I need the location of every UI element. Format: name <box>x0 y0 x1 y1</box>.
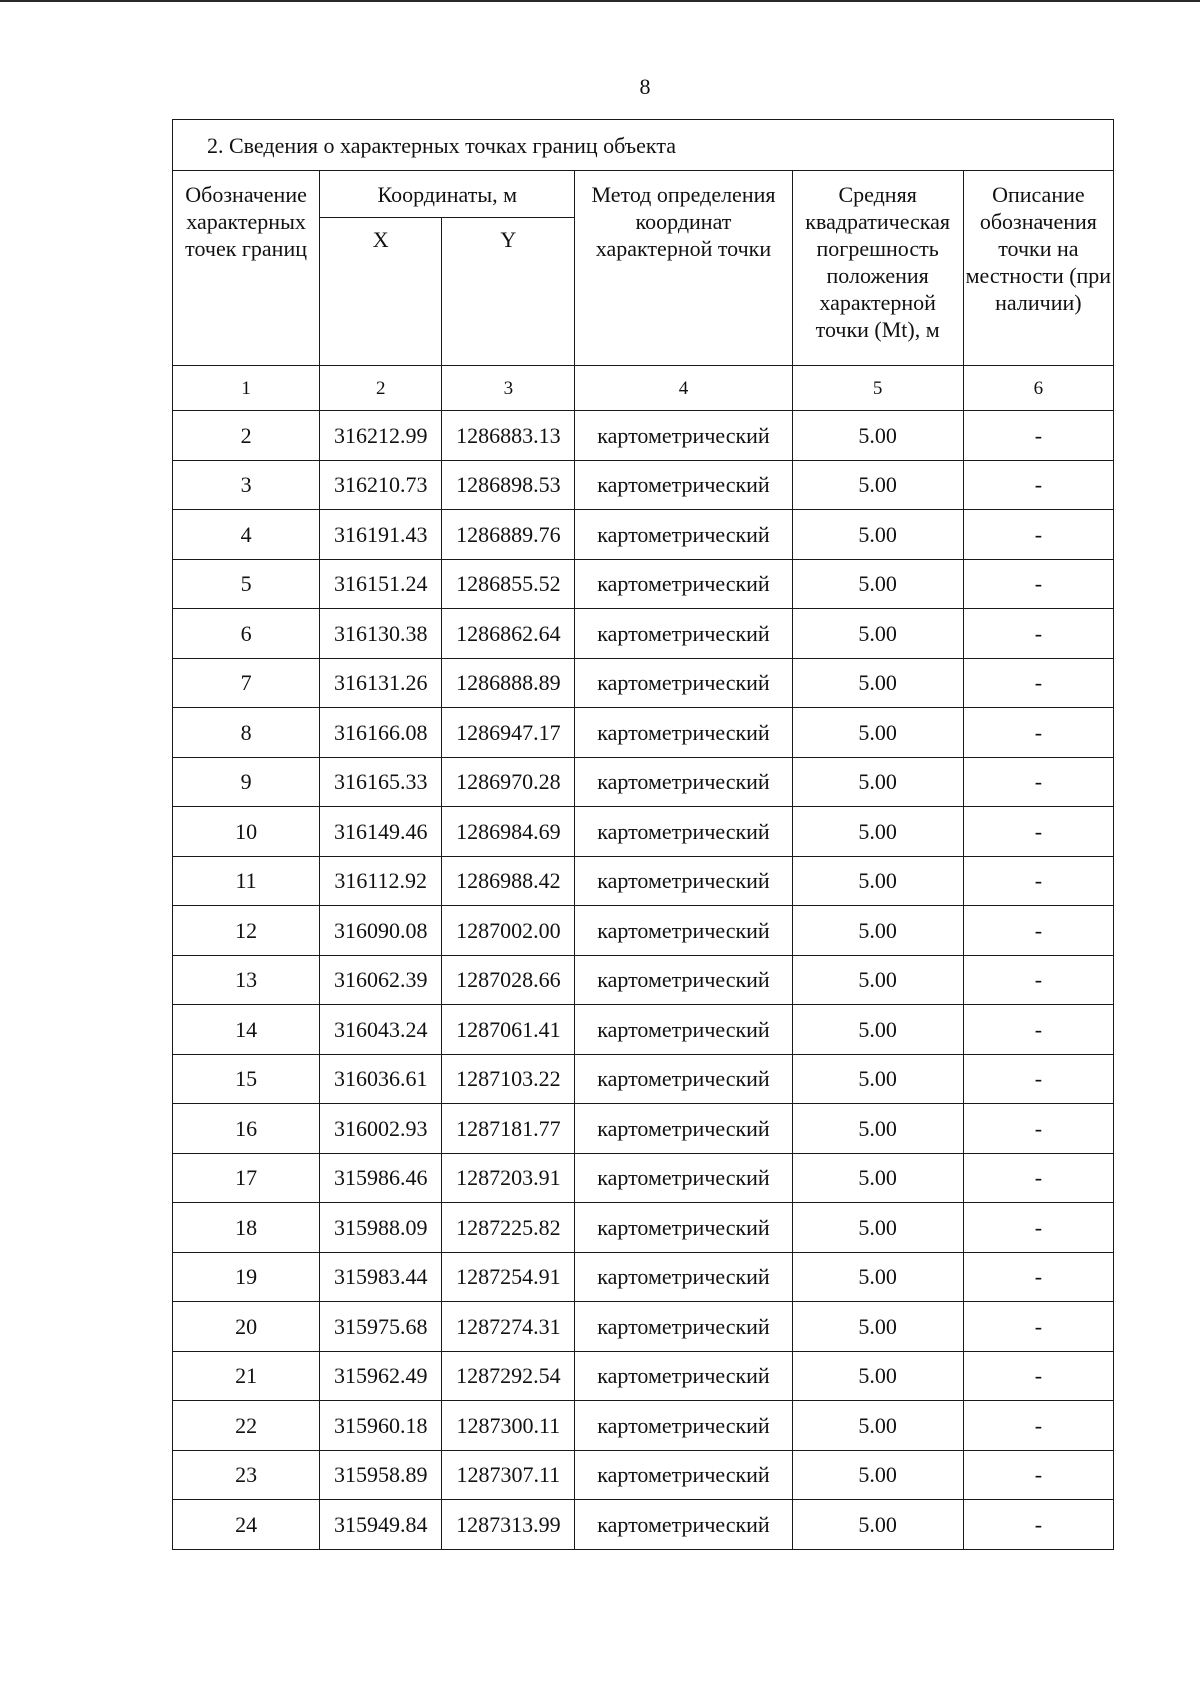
x-coordinate-cell: 315949.84 <box>320 1500 442 1550</box>
method-cell: картометрический <box>575 460 792 510</box>
y-coordinate-cell: 1287274.31 <box>442 1302 575 1352</box>
x-coordinate-cell: 316130.38 <box>320 609 442 659</box>
description-cell: - <box>963 1252 1113 1302</box>
x-coordinate-cell: 316090.08 <box>320 906 442 956</box>
table-row <box>173 757 1114 807</box>
y-coordinate-cell: 1287203.91 <box>442 1153 575 1203</box>
method-cell: картометрический <box>575 411 792 461</box>
header-designation: Обозначение характерных точек границ <box>173 171 320 366</box>
y-coordinate-cell: 1287061.41 <box>442 1005 575 1055</box>
page-number: 8 <box>639 74 651 99</box>
method-cell: картометрический <box>575 510 792 560</box>
method-cell: картометрический <box>575 906 792 956</box>
x-coordinate-cell: 315983.44 <box>320 1252 442 1302</box>
error-cell: 5.00 <box>792 757 963 807</box>
header-x: X <box>320 218 442 366</box>
x-coordinate-cell: 315988.09 <box>320 1203 442 1253</box>
error-cell: 5.00 <box>792 1153 963 1203</box>
error-cell: 5.00 <box>792 1252 963 1302</box>
error-cell: 5.00 <box>792 1005 963 1055</box>
column-number: 3 <box>442 366 575 411</box>
error-cell: 5.00 <box>792 1450 963 1500</box>
y-coordinate-cell: 1286970.28 <box>442 757 575 807</box>
column-number: 2 <box>320 366 442 411</box>
table-row <box>173 1401 1114 1451</box>
error-cell: 5.00 <box>792 856 963 906</box>
top-border-line <box>0 0 1200 2</box>
y-coordinate-cell: 1287254.91 <box>442 1252 575 1302</box>
error-cell: 5.00 <box>792 807 963 857</box>
y-coordinate-cell: 1286984.69 <box>442 807 575 857</box>
y-coordinate-cell: 1287181.77 <box>442 1104 575 1154</box>
method-cell: картометрический <box>575 955 792 1005</box>
table-row <box>173 955 1114 1005</box>
x-coordinate-cell: 316002.93 <box>320 1104 442 1154</box>
y-coordinate-cell: 1287292.54 <box>442 1351 575 1401</box>
method-cell: картометрический <box>575 757 792 807</box>
description-cell: - <box>963 1401 1113 1451</box>
y-coordinate-cell: 1287002.00 <box>442 906 575 956</box>
table-row <box>173 1252 1114 1302</box>
point-number-cell: 20 <box>173 1302 320 1352</box>
description-cell: - <box>963 609 1113 659</box>
header-error: Средняя квадратическая погрешность положения характерной точки (Mt), м <box>792 171 963 366</box>
header-row <box>173 171 1114 218</box>
table-row <box>173 1500 1114 1550</box>
method-cell: картометрический <box>575 807 792 857</box>
method-cell: картометрический <box>575 1302 792 1352</box>
y-coordinate-cell: 1287313.99 <box>442 1500 575 1550</box>
point-number-cell: 17 <box>173 1153 320 1203</box>
column-number: 1 <box>173 366 320 411</box>
table-title-row <box>173 120 1114 171</box>
table-title: 2. Сведения о характерных точках границ объекта <box>173 120 1114 171</box>
error-cell: 5.00 <box>792 609 963 659</box>
column-number: 4 <box>575 366 792 411</box>
x-coordinate-cell: 316062.39 <box>320 955 442 1005</box>
method-cell: картометрический <box>575 1450 792 1500</box>
x-coordinate-cell: 316112.92 <box>320 856 442 906</box>
method-cell: картометрический <box>575 559 792 609</box>
description-cell: - <box>963 1104 1113 1154</box>
y-coordinate-cell: 1286855.52 <box>442 559 575 609</box>
method-cell: картометрический <box>575 1054 792 1104</box>
error-cell: 5.00 <box>792 906 963 956</box>
boundary-points-table <box>172 119 1114 1550</box>
header-y: Y <box>442 218 575 366</box>
point-number-cell: 13 <box>173 955 320 1005</box>
error-cell: 5.00 <box>792 1401 963 1451</box>
method-cell: картометрический <box>575 708 792 758</box>
point-number-cell: 2 <box>173 411 320 461</box>
method-cell: картометрический <box>575 1351 792 1401</box>
error-cell: 5.00 <box>792 1054 963 1104</box>
error-cell: 5.00 <box>792 1500 963 1550</box>
error-cell: 5.00 <box>792 1351 963 1401</box>
description-cell: - <box>963 1302 1113 1352</box>
point-number-cell: 6 <box>173 609 320 659</box>
x-coordinate-cell: 316151.24 <box>320 559 442 609</box>
table-row <box>173 658 1114 708</box>
x-coordinate-cell: 315975.68 <box>320 1302 442 1352</box>
table-row <box>173 1153 1114 1203</box>
column-number-row <box>173 366 1114 411</box>
table-row <box>173 510 1114 560</box>
point-number-cell: 8 <box>173 708 320 758</box>
point-number-cell: 19 <box>173 1252 320 1302</box>
description-cell: - <box>963 411 1113 461</box>
description-cell: - <box>963 1351 1113 1401</box>
description-cell: - <box>963 658 1113 708</box>
description-cell: - <box>963 807 1113 857</box>
x-coordinate-cell: 316036.61 <box>320 1054 442 1104</box>
table-row <box>173 1203 1114 1253</box>
point-number-cell: 11 <box>173 856 320 906</box>
table-row <box>173 708 1114 758</box>
description-cell: - <box>963 1450 1113 1500</box>
x-coordinate-cell: 316166.08 <box>320 708 442 758</box>
point-number-cell: 15 <box>173 1054 320 1104</box>
point-number-cell: 5 <box>173 559 320 609</box>
error-cell: 5.00 <box>792 1104 963 1154</box>
x-coordinate-cell: 316165.33 <box>320 757 442 807</box>
point-number-cell: 16 <box>173 1104 320 1154</box>
table-row <box>173 609 1114 659</box>
description-cell: - <box>963 906 1113 956</box>
y-coordinate-cell: 1286888.89 <box>442 658 575 708</box>
table-row <box>173 1450 1114 1500</box>
description-cell: - <box>963 1054 1113 1104</box>
method-cell: картометрический <box>575 658 792 708</box>
table-row <box>173 1005 1114 1055</box>
table-row <box>173 1104 1114 1154</box>
x-coordinate-cell: 315986.46 <box>320 1153 442 1203</box>
description-cell: - <box>963 460 1113 510</box>
y-coordinate-cell: 1286889.76 <box>442 510 575 560</box>
y-coordinate-cell: 1286862.64 <box>442 609 575 659</box>
description-cell: - <box>963 1005 1113 1055</box>
method-cell: картометрический <box>575 1203 792 1253</box>
description-cell: - <box>963 955 1113 1005</box>
point-number-cell: 10 <box>173 807 320 857</box>
header-method: Метод определения координат характерной точки <box>575 171 792 366</box>
point-number-cell: 21 <box>173 1351 320 1401</box>
y-coordinate-cell: 1287028.66 <box>442 955 575 1005</box>
x-coordinate-cell: 316131.26 <box>320 658 442 708</box>
y-coordinate-cell: 1287225.82 <box>442 1203 575 1253</box>
header-coordinates: Координаты, м <box>320 171 575 218</box>
description-cell: - <box>963 1203 1113 1253</box>
y-coordinate-cell: 1286898.53 <box>442 460 575 510</box>
method-cell: картометрический <box>575 1500 792 1550</box>
error-cell: 5.00 <box>792 510 963 560</box>
error-cell: 5.00 <box>792 1203 963 1253</box>
table-row <box>173 1302 1114 1352</box>
method-cell: картометрический <box>575 1401 792 1451</box>
point-number-cell: 18 <box>173 1203 320 1253</box>
column-number: 5 <box>792 366 963 411</box>
y-coordinate-cell: 1287103.22 <box>442 1054 575 1104</box>
point-number-cell: 3 <box>173 460 320 510</box>
error-cell: 5.00 <box>792 708 963 758</box>
error-cell: 5.00 <box>792 559 963 609</box>
table-row <box>173 1054 1114 1104</box>
table-row <box>173 559 1114 609</box>
x-coordinate-cell: 316043.24 <box>320 1005 442 1055</box>
description-cell: - <box>963 757 1113 807</box>
description-cell: - <box>963 1500 1113 1550</box>
table-row <box>173 906 1114 956</box>
table-row <box>173 807 1114 857</box>
x-coordinate-cell: 316149.46 <box>320 807 442 857</box>
point-number-cell: 23 <box>173 1450 320 1500</box>
point-number-cell: 14 <box>173 1005 320 1055</box>
table-row <box>173 1351 1114 1401</box>
y-coordinate-cell: 1286988.42 <box>442 856 575 906</box>
error-cell: 5.00 <box>792 460 963 510</box>
table-row <box>173 411 1114 461</box>
description-cell: - <box>963 1153 1113 1203</box>
y-coordinate-cell: 1287300.11 <box>442 1401 575 1451</box>
point-number-cell: 4 <box>173 510 320 560</box>
y-coordinate-cell: 1287307.11 <box>442 1450 575 1500</box>
method-cell: картометрический <box>575 1252 792 1302</box>
table-row <box>173 460 1114 510</box>
point-number-cell: 12 <box>173 906 320 956</box>
method-cell: картометрический <box>575 1104 792 1154</box>
point-number-cell: 22 <box>173 1401 320 1451</box>
point-number-cell: 24 <box>173 1500 320 1550</box>
method-cell: картометрический <box>575 609 792 659</box>
column-number: 6 <box>963 366 1113 411</box>
description-cell: - <box>963 856 1113 906</box>
error-cell: 5.00 <box>792 658 963 708</box>
x-coordinate-cell: 315958.89 <box>320 1450 442 1500</box>
x-coordinate-cell: 315962.49 <box>320 1351 442 1401</box>
description-cell: - <box>963 510 1113 560</box>
point-number-cell: 7 <box>173 658 320 708</box>
point-number-cell: 9 <box>173 757 320 807</box>
table-row <box>173 856 1114 906</box>
x-coordinate-cell: 316210.73 <box>320 460 442 510</box>
x-coordinate-cell: 316212.99 <box>320 411 442 461</box>
method-cell: картометрический <box>575 1005 792 1055</box>
header-description: Описание обозначения точки на местности (при наличии) <box>963 171 1113 366</box>
error-cell: 5.00 <box>792 1302 963 1352</box>
y-coordinate-cell: 1286947.17 <box>442 708 575 758</box>
error-cell: 5.00 <box>792 411 963 461</box>
x-coordinate-cell: 316191.43 <box>320 510 442 560</box>
description-cell: - <box>963 559 1113 609</box>
description-cell: - <box>963 708 1113 758</box>
y-coordinate-cell: 1286883.13 <box>442 411 575 461</box>
method-cell: картометрический <box>575 1153 792 1203</box>
error-cell: 5.00 <box>792 955 963 1005</box>
x-coordinate-cell: 315960.18 <box>320 1401 442 1451</box>
method-cell: картометрический <box>575 856 792 906</box>
